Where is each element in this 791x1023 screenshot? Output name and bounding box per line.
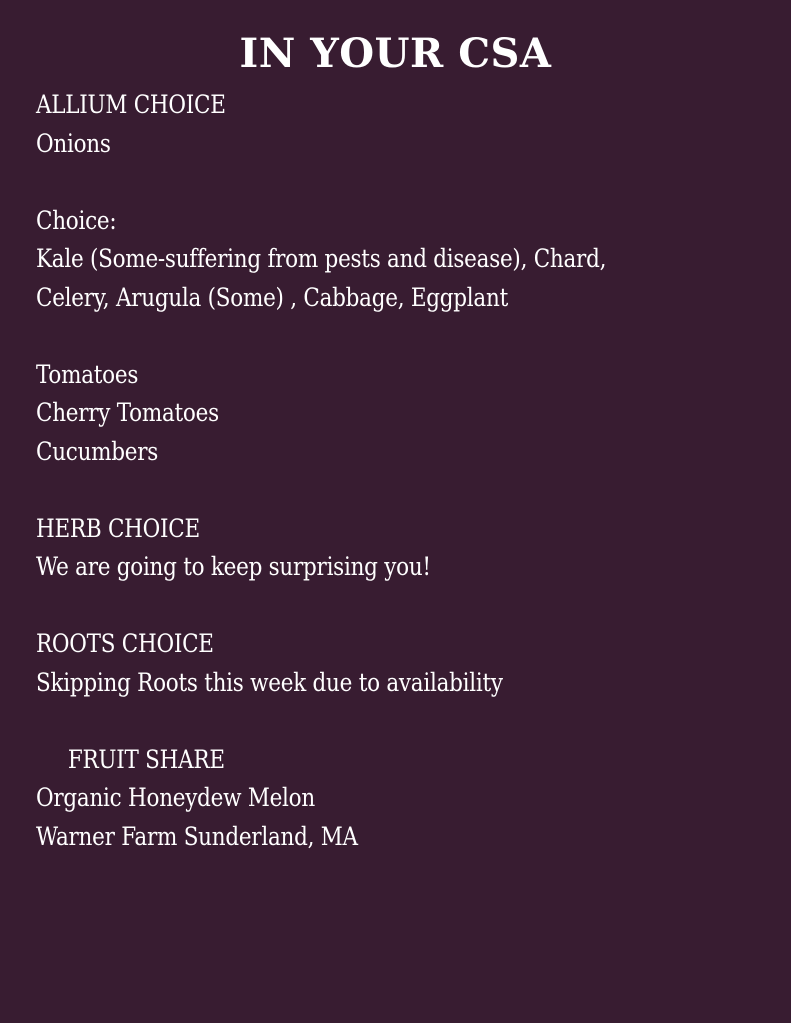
list-item: Cherry Tomatoes <box>36 398 219 427</box>
csa-content <box>36 86 758 856</box>
allium-section <box>36 86 758 163</box>
fruit-section <box>36 741 758 857</box>
choice-section <box>36 202 758 318</box>
list-item: Tomatoes <box>36 359 139 389</box>
produce-section <box>36 356 758 472</box>
fruit-item: Organic Honeydew Melon <box>36 783 315 812</box>
list-item: Cucumbers <box>36 436 159 466</box>
spacer <box>36 317 758 356</box>
spacer <box>36 587 758 626</box>
spacer <box>36 471 758 510</box>
choice-line-2: Celery, Arugula (Some) , Cabbage, Eggplant <box>36 282 508 312</box>
fruit-heading: FRUIT SHARE <box>67 744 225 774</box>
spacer <box>36 702 758 741</box>
choice-line-1: Kale (Some-suffering from pests and disease), Chard, <box>36 244 607 273</box>
roots-heading: ROOTS CHOICE <box>36 629 214 658</box>
page-title: IN YOUR CSA <box>239 30 552 77</box>
allium-heading: ALLIUM CHOICE <box>36 90 226 119</box>
spacer <box>36 163 758 202</box>
roots-section <box>36 625 758 702</box>
allium-item: Onions <box>36 128 111 158</box>
herb-section <box>36 510 758 587</box>
herb-heading: HERB CHOICE <box>36 513 200 543</box>
fruit-source: Warner Farm Sunderland, MA <box>36 821 358 851</box>
roots-note: Skipping Roots this week due to availability <box>36 667 503 697</box>
herb-note: We are going to keep surprising you! <box>36 552 431 581</box>
choice-heading: Choice: <box>36 205 117 235</box>
